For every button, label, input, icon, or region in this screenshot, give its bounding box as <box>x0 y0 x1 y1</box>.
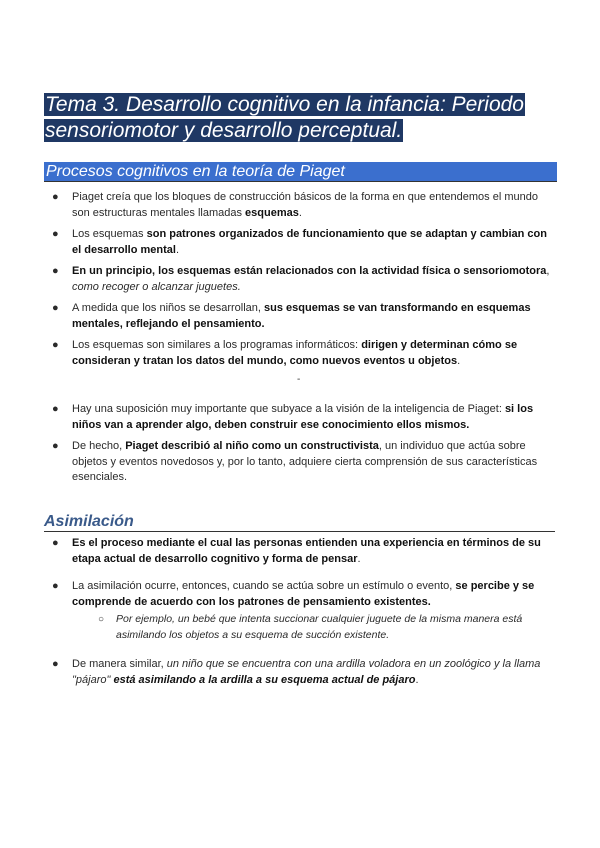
page-title-text: Tema 3. Desarrollo cognitivo en la infancia: Periodo sensoriomotor y desarrollo perceptual. <box>45 93 524 142</box>
bullet-icon: ● <box>52 580 59 592</box>
section-heading-asimilacion: Asimilación <box>44 512 555 532</box>
bullet-icon: ● <box>52 302 59 314</box>
bullet-icon: ● <box>52 440 59 452</box>
stray-mark: - <box>297 374 301 385</box>
list-item: ● De hecho, Piaget describió al niño como un constructivista, un individuo que actúa sobre objetos y eventos novedosos y, por lo tanto, adquiere cierta comprensión de sus características esenciales. <box>52 440 538 483</box>
piaget-list-2 <box>0 402 600 486</box>
bullet-icon: ● <box>52 228 59 240</box>
section-heading-piaget: Procesos cognitivos en la teoría de Piaget <box>44 162 557 182</box>
bullet-icon: ● <box>52 191 59 203</box>
sub-list-item: ○ Por ejemplo, un bebé que intenta succionar cualquier juguete de la misma manera está asimilando los objetos a su esquema de succión existente. <box>98 613 523 641</box>
page-title <box>44 92 564 144</box>
circle-bullet-icon: ○ <box>98 614 105 625</box>
bullet-icon: ● <box>52 265 59 277</box>
piaget-list-1 <box>0 190 600 369</box>
bullet-icon: ● <box>52 537 59 549</box>
list-item: ● La asimilación ocurre, entonces, cuando se actúa sobre un estímulo o evento, se percibe y se comprende de acuerdo con los patrones de pensamiento existentes. <box>52 580 535 608</box>
list-item: ● Los esquemas son similares a los programas informáticos: dirigen y determinan cómo se consideran y tratan los datos del mundo, como nuevos eventos u objetos. <box>52 339 518 367</box>
list-item: ● Hay una suposición muy importante que subyace a la visión de la inteligencia de Piaget: si los niños van a aprender algo, deben construir ese conocimiento ellos mismos. <box>52 403 534 431</box>
list-item: ● Los esquemas son patrones organizados de funcionamiento que se adaptan y cambian con el desarrollo mental. <box>52 228 547 256</box>
list-item: ● A medida que los niños se desarrollan, sus esquemas se van transformando en esquemas mentales, reflejando el pensamiento. <box>52 302 531 330</box>
bullet-icon: ● <box>52 658 59 670</box>
list-item: ● En un principio, los esquemas están relacionados con la actividad física o sensoriomotora, como recoger o alcanzar juguetes. <box>52 265 550 293</box>
list-item: ● Piaget creía que los bloques de construcción básicos de la forma en que entendemos el mundo son estructuras mentales llamadas esquemas. <box>52 191 538 219</box>
bullet-icon: ● <box>52 339 59 351</box>
list-item: ● De manera similar, un niño que se encuentra con una ardilla voladora en un zoológico y la llama "pájaro" está asimilando a la ardilla a su esquema actual de pájaro. <box>52 658 541 686</box>
list-item: ● Es el proceso mediante el cual las personas entienden una experiencia en términos de su etapa actual de desarrollo cognitivo y forma de pensar. <box>52 537 541 565</box>
bullet-icon: ● <box>52 403 59 415</box>
asimilacion-list <box>0 536 600 688</box>
